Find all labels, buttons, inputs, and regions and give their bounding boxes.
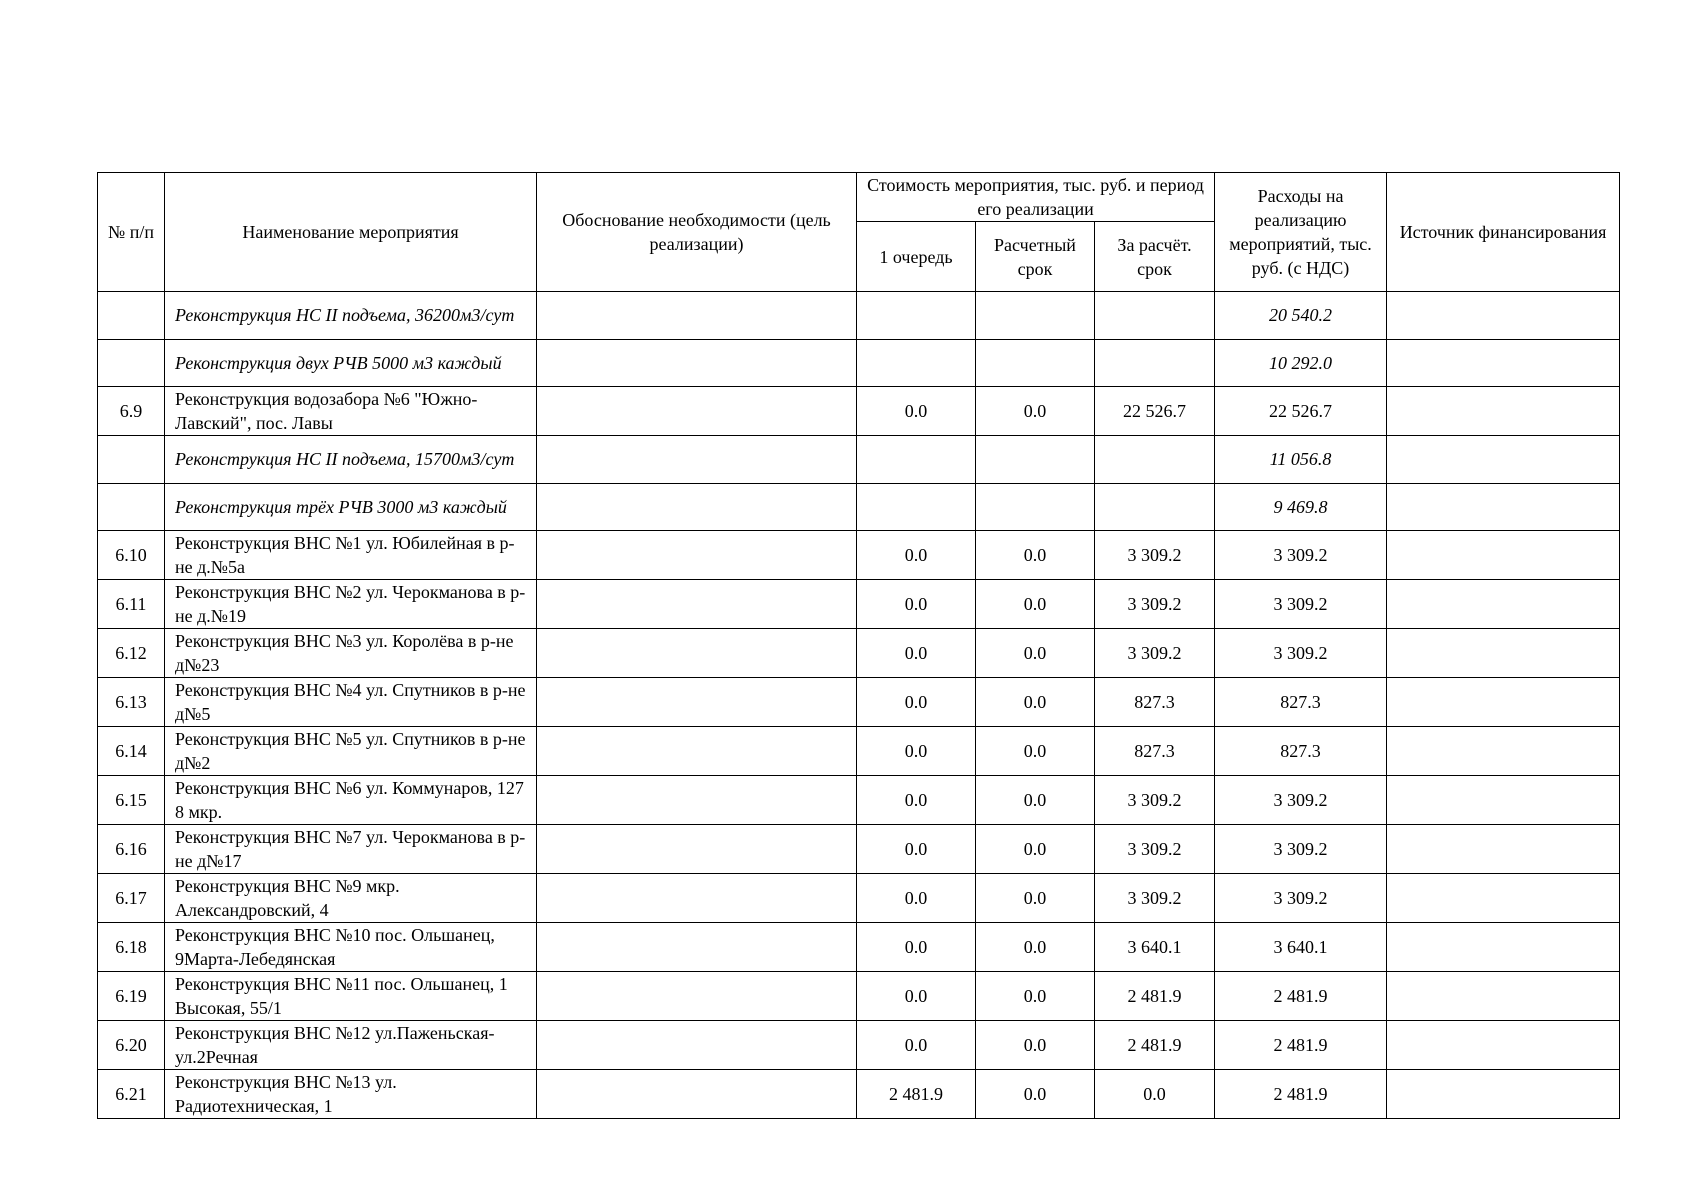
- expenses-total: 3 309.2: [1215, 874, 1387, 923]
- stage1-cost: [857, 292, 976, 340]
- row-number: 6.19: [98, 972, 165, 1021]
- row-number: 6.15: [98, 776, 165, 825]
- expenses-total: 3 309.2: [1215, 580, 1387, 629]
- header-cost-group: Стоимость мероприятия, тыс. руб. и период его реализации: [857, 173, 1215, 222]
- justification-cell: [537, 874, 857, 923]
- justification-cell: [537, 727, 857, 776]
- funding-source: [1387, 825, 1620, 874]
- header-beyond: За расчёт. срок: [1095, 222, 1215, 292]
- table-row: [98, 531, 1620, 580]
- justification-cell: [537, 580, 857, 629]
- justification-cell: [537, 436, 857, 484]
- row-number: [98, 436, 165, 484]
- row-number: 6.20: [98, 1021, 165, 1070]
- table-row: [98, 776, 1620, 825]
- beyond-period-cost: 827.3: [1095, 678, 1215, 727]
- funding-source: [1387, 292, 1620, 340]
- calc-period-cost: 0.0: [976, 874, 1095, 923]
- funding-source: [1387, 580, 1620, 629]
- expenses-total: 11 056.8: [1215, 436, 1387, 484]
- stage1-cost: 0.0: [857, 825, 976, 874]
- justification-cell: [537, 292, 857, 340]
- row-number: 6.12: [98, 629, 165, 678]
- funding-source: [1387, 436, 1620, 484]
- stage1-cost: [857, 339, 976, 387]
- measure-name: Реконструкция НС II подъема, 36200м3/сут: [165, 292, 537, 340]
- stage1-cost: [857, 483, 976, 531]
- stage1-cost: 0.0: [857, 531, 976, 580]
- row-number: [98, 292, 165, 340]
- table-row: [98, 1070, 1620, 1119]
- table-row: [98, 629, 1620, 678]
- beyond-period-cost: 3 309.2: [1095, 825, 1215, 874]
- expenses-total: 20 540.2: [1215, 292, 1387, 340]
- expenses-total: 9 469.8: [1215, 483, 1387, 531]
- justification-cell: [537, 923, 857, 972]
- beyond-period-cost: [1095, 436, 1215, 484]
- justification-cell: [537, 678, 857, 727]
- funding-source: [1387, 1021, 1620, 1070]
- calc-period-cost: [976, 292, 1095, 340]
- calc-period-cost: 0.0: [976, 1070, 1095, 1119]
- expenses-total: 3 640.1: [1215, 923, 1387, 972]
- table-row: [98, 874, 1620, 923]
- justification-cell: [537, 339, 857, 387]
- table-row: [98, 483, 1620, 531]
- beyond-period-cost: 3 309.2: [1095, 531, 1215, 580]
- table-row: [98, 339, 1620, 387]
- beyond-period-cost: 22 526.7: [1095, 387, 1215, 436]
- beyond-period-cost: 3 309.2: [1095, 874, 1215, 923]
- funding-source: [1387, 972, 1620, 1021]
- expenses-total: 827.3: [1215, 727, 1387, 776]
- beyond-period-cost: 3 309.2: [1095, 629, 1215, 678]
- beyond-period-cost: 0.0: [1095, 1070, 1215, 1119]
- row-number: 6.18: [98, 923, 165, 972]
- beyond-period-cost: [1095, 292, 1215, 340]
- row-number: 6.10: [98, 531, 165, 580]
- expenses-total: 3 309.2: [1215, 776, 1387, 825]
- expenses-total: 2 481.9: [1215, 1070, 1387, 1119]
- table-body: [98, 292, 1620, 1119]
- justification-cell: [537, 531, 857, 580]
- stage1-cost: 0.0: [857, 387, 976, 436]
- stage1-cost: 2 481.9: [857, 1070, 976, 1119]
- calc-period-cost: 0.0: [976, 629, 1095, 678]
- expenses-total: 2 481.9: [1215, 1021, 1387, 1070]
- row-number: 6.11: [98, 580, 165, 629]
- stage1-cost: 0.0: [857, 874, 976, 923]
- calc-period-cost: 0.0: [976, 923, 1095, 972]
- row-number: 6.14: [98, 727, 165, 776]
- measure-name: Реконструкция водозабора №6 "Южно-Лавский", пос. Лавы: [165, 387, 537, 436]
- funding-source: [1387, 531, 1620, 580]
- calc-period-cost: [976, 436, 1095, 484]
- calc-period-cost: 0.0: [976, 678, 1095, 727]
- stage1-cost: 0.0: [857, 678, 976, 727]
- measure-name: Реконструкция ВНС №6 ул. Коммунаров, 127 8 мкр.: [165, 776, 537, 825]
- calc-period-cost: 0.0: [976, 531, 1095, 580]
- table-row: [98, 678, 1620, 727]
- table-row: [98, 727, 1620, 776]
- calc-period-cost: [976, 483, 1095, 531]
- row-number: 6.16: [98, 825, 165, 874]
- funding-source: [1387, 727, 1620, 776]
- beyond-period-cost: 2 481.9: [1095, 1021, 1215, 1070]
- measure-name: Реконструкция ВНС №5 ул. Спутников в р-не д№2: [165, 727, 537, 776]
- measure-name: Реконструкция трёх РЧВ 3000 м3 каждый: [165, 483, 537, 531]
- table-row: [98, 387, 1620, 436]
- table-row: [98, 1021, 1620, 1070]
- row-number: 6.21: [98, 1070, 165, 1119]
- funding-source: [1387, 1070, 1620, 1119]
- beyond-period-cost: [1095, 339, 1215, 387]
- expenses-total: 2 481.9: [1215, 972, 1387, 1021]
- header-stage1: 1 очередь: [857, 222, 976, 292]
- expenses-total: 3 309.2: [1215, 629, 1387, 678]
- calc-period-cost: 0.0: [976, 580, 1095, 629]
- header-expenses: Расходы на реализацию мероприятий, тыс. руб. (с НДС): [1215, 173, 1387, 292]
- measure-name: Реконструкция ВНС №4 ул. Спутников в р-не д№5: [165, 678, 537, 727]
- funding-source: [1387, 923, 1620, 972]
- header-name: Наименование мероприятия: [165, 173, 537, 292]
- expenses-total: 3 309.2: [1215, 825, 1387, 874]
- justification-cell: [537, 629, 857, 678]
- calc-period-cost: 0.0: [976, 825, 1095, 874]
- calc-period-cost: 0.0: [976, 1021, 1095, 1070]
- stage1-cost: 0.0: [857, 972, 976, 1021]
- funding-source: [1387, 387, 1620, 436]
- calc-period-cost: 0.0: [976, 776, 1095, 825]
- measure-name: Реконструкция двух РЧВ 5000 м3 каждый: [165, 339, 537, 387]
- justification-cell: [537, 1070, 857, 1119]
- funding-source: [1387, 874, 1620, 923]
- stage1-cost: 0.0: [857, 776, 976, 825]
- funding-source: [1387, 776, 1620, 825]
- beyond-period-cost: 2 481.9: [1095, 972, 1215, 1021]
- funding-source: [1387, 678, 1620, 727]
- measures-table: [97, 172, 1620, 1119]
- header-calc: Расчетный срок: [976, 222, 1095, 292]
- beyond-period-cost: 3 309.2: [1095, 776, 1215, 825]
- table-row: [98, 580, 1620, 629]
- justification-cell: [537, 972, 857, 1021]
- funding-source: [1387, 483, 1620, 531]
- row-number: [98, 339, 165, 387]
- measure-name: Реконструкция ВНС №3 ул. Королёва в р-не д№23: [165, 629, 537, 678]
- stage1-cost: 0.0: [857, 1021, 976, 1070]
- expenses-total: 10 292.0: [1215, 339, 1387, 387]
- row-number: 6.17: [98, 874, 165, 923]
- beyond-period-cost: 3 640.1: [1095, 923, 1215, 972]
- beyond-period-cost: 3 309.2: [1095, 580, 1215, 629]
- measure-name: Реконструкция ВНС №13 ул. Радиотехническая, 1: [165, 1070, 537, 1119]
- calc-period-cost: 0.0: [976, 387, 1095, 436]
- header-num: № п/п: [98, 173, 165, 292]
- justification-cell: [537, 387, 857, 436]
- funding-source: [1387, 339, 1620, 387]
- stage1-cost: [857, 436, 976, 484]
- calc-period-cost: 0.0: [976, 727, 1095, 776]
- beyond-period-cost: 827.3: [1095, 727, 1215, 776]
- measure-name: Реконструкция ВНС №7 ул. Черокманова в р-не д№17: [165, 825, 537, 874]
- calc-period-cost: [976, 339, 1095, 387]
- measure-name: Реконструкция ВНС №2 ул. Черокманова в р-не д.№19: [165, 580, 537, 629]
- stage1-cost: 0.0: [857, 629, 976, 678]
- table-row: [98, 972, 1620, 1021]
- justification-cell: [537, 825, 857, 874]
- justification-cell: [537, 1021, 857, 1070]
- stage1-cost: 0.0: [857, 580, 976, 629]
- measure-name: Реконструкция ВНС №12 ул.Паженьская-ул.2Речная: [165, 1021, 537, 1070]
- measure-name: Реконструкция ВНС №11 пос. Ольшанец, 1 Высокая, 55/1: [165, 972, 537, 1021]
- measure-name: Реконструкция НС II подъема, 15700м3/сут: [165, 436, 537, 484]
- measure-name: Реконструкция ВНС №9 мкр. Александровский, 4: [165, 874, 537, 923]
- measure-name: Реконструкция ВНС №1 ул. Юбилейная в р-не д.№5а: [165, 531, 537, 580]
- header-source: Источник финансирования: [1387, 173, 1620, 292]
- table-row: [98, 436, 1620, 484]
- table-header: [98, 173, 1620, 292]
- measure-name: Реконструкция ВНС №10 пос. Ольшанец, 9Марта-Лебедянская: [165, 923, 537, 972]
- justification-cell: [537, 483, 857, 531]
- table-row: [98, 292, 1620, 340]
- funding-source: [1387, 629, 1620, 678]
- calc-period-cost: 0.0: [976, 972, 1095, 1021]
- stage1-cost: 0.0: [857, 727, 976, 776]
- row-number: 6.9: [98, 387, 165, 436]
- expenses-total: 827.3: [1215, 678, 1387, 727]
- row-number: [98, 483, 165, 531]
- expenses-total: 22 526.7: [1215, 387, 1387, 436]
- justification-cell: [537, 776, 857, 825]
- table-row: [98, 923, 1620, 972]
- table-row: [98, 825, 1620, 874]
- beyond-period-cost: [1095, 483, 1215, 531]
- stage1-cost: 0.0: [857, 923, 976, 972]
- header-reason: Обоснование необходимости (цель реализации): [537, 173, 857, 292]
- row-number: 6.13: [98, 678, 165, 727]
- expenses-total: 3 309.2: [1215, 531, 1387, 580]
